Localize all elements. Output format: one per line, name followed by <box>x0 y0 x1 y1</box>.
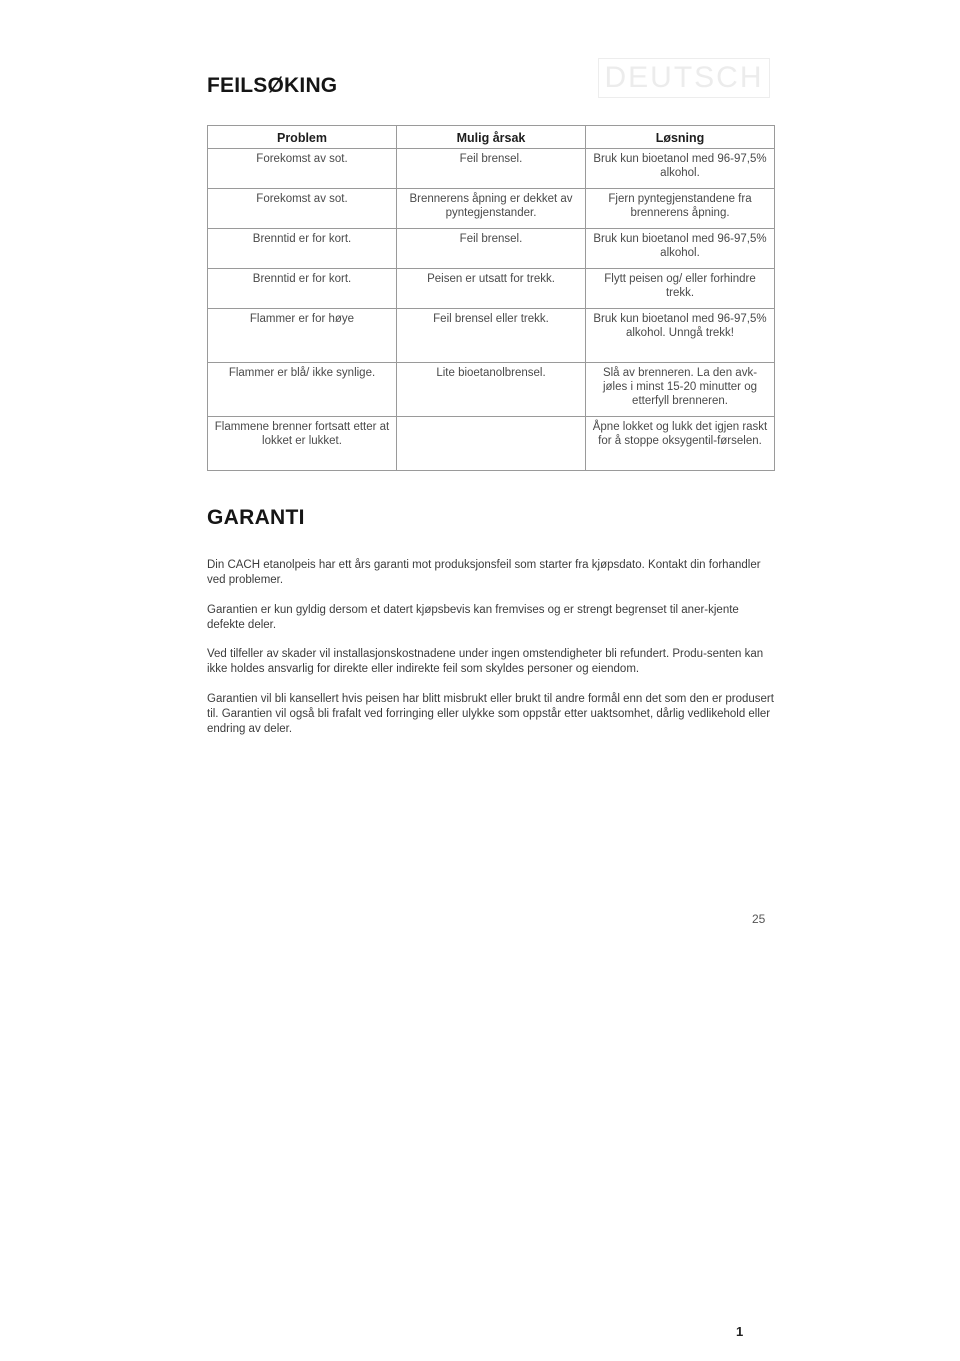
warranty-paragraph-3: Ved tilfeller av skader vil installasjonskostnadene under ingen omstendigheter bli refundert. Produ-senten kan ikke holdes ansvarlig for direkte eller indirekte feil som skyldes personer og eiendom. <box>207 648 764 675</box>
cell-solution: Bruk kun bioetanol med 96-97,5% alkohol. <box>586 149 775 189</box>
cell-cause: Feil brensel. <box>397 229 586 269</box>
cell-problem: Flammene brenner fortsatt etter at lokket er lukket. <box>208 417 397 471</box>
header-problem: Problem <box>208 126 397 149</box>
cell-problem: Brenntid er for kort. <box>208 269 397 309</box>
cell-cause: Feil brensel eller trekk. <box>397 309 586 363</box>
cell-cause <box>397 417 586 471</box>
table-row <box>208 309 775 363</box>
header-cause: Mulig årsak <box>397 126 586 149</box>
table-row <box>208 417 775 471</box>
header-solution: Løsning <box>586 126 775 149</box>
troubleshooting-table <box>207 125 775 471</box>
troubleshooting-heading: FEILSØKING <box>207 74 338 97</box>
warranty-paragraph-4: Garantien vil bli kansellert hvis peisen har blitt misbrukt eller brukt til andre formål enn det som den er produsert til. Garantien vil også bli frafalt ved forringing eller ulykke som oppstår etter uaktsomhet, dårlig vedlikehold eller endring av deler. <box>207 693 774 735</box>
cell-cause: Peisen er utsatt for trekk. <box>397 269 586 309</box>
warranty-heading: GARANTI <box>207 506 305 529</box>
cell-problem: Forekomst av sot. <box>208 149 397 189</box>
cell-solution: Bruk kun bioetanol med 96-97,5% alkohol. <box>586 229 775 269</box>
cell-problem: Forekomst av sot. <box>208 189 397 229</box>
table-row <box>208 189 775 229</box>
table-row <box>208 269 775 309</box>
cell-problem: Brenntid er for kort. <box>208 229 397 269</box>
warranty-paragraph-1: Din CACH etanolpeis har ett års garanti mot produksjonsfeil som starter fra kjøpsdato. Kontakt din forhandler ved problemer. <box>207 559 761 586</box>
table-row <box>208 363 775 417</box>
cell-cause: Brennerens åpning er dekket av pyntegjenstander. <box>397 189 586 229</box>
show-through-heading: DEUTSCH <box>598 58 770 98</box>
cell-cause: Lite bioetanolbrensel. <box>397 363 586 417</box>
cell-solution: Fjern pyntegjenstandene fra brennerens åpning. <box>586 189 775 229</box>
table-row <box>208 229 775 269</box>
table-header-row <box>208 126 775 149</box>
cell-solution: Slå av brenneren. La den avk-jøles i minst 15-20 minutter og etterfyll brenneren. <box>586 363 775 417</box>
cell-solution: Flytt peisen og/ eller forhindre trekk. <box>586 269 775 309</box>
cell-problem: Flammer er for høye <box>208 309 397 363</box>
page-number: 25 <box>752 912 766 926</box>
cell-cause: Feil brensel. <box>397 149 586 189</box>
cell-problem: Flammer er blå/ ikke synlige. <box>208 363 397 417</box>
table-row <box>208 149 775 189</box>
warranty-paragraph-2: Garantien er kun gyldig dersom et datert kjøpsbevis kan fremvises og er strengt begrenset til aner-kjente defekte deler. <box>207 604 739 631</box>
cell-solution: Åpne lokket og lukk det igjen raskt for å stoppe oksygentil-førselen. <box>586 417 775 471</box>
corner-mark: 1 <box>736 1324 744 1339</box>
cell-solution: Bruk kun bioetanol med 96-97,5% alkohol. Unngå trekk! <box>586 309 775 363</box>
